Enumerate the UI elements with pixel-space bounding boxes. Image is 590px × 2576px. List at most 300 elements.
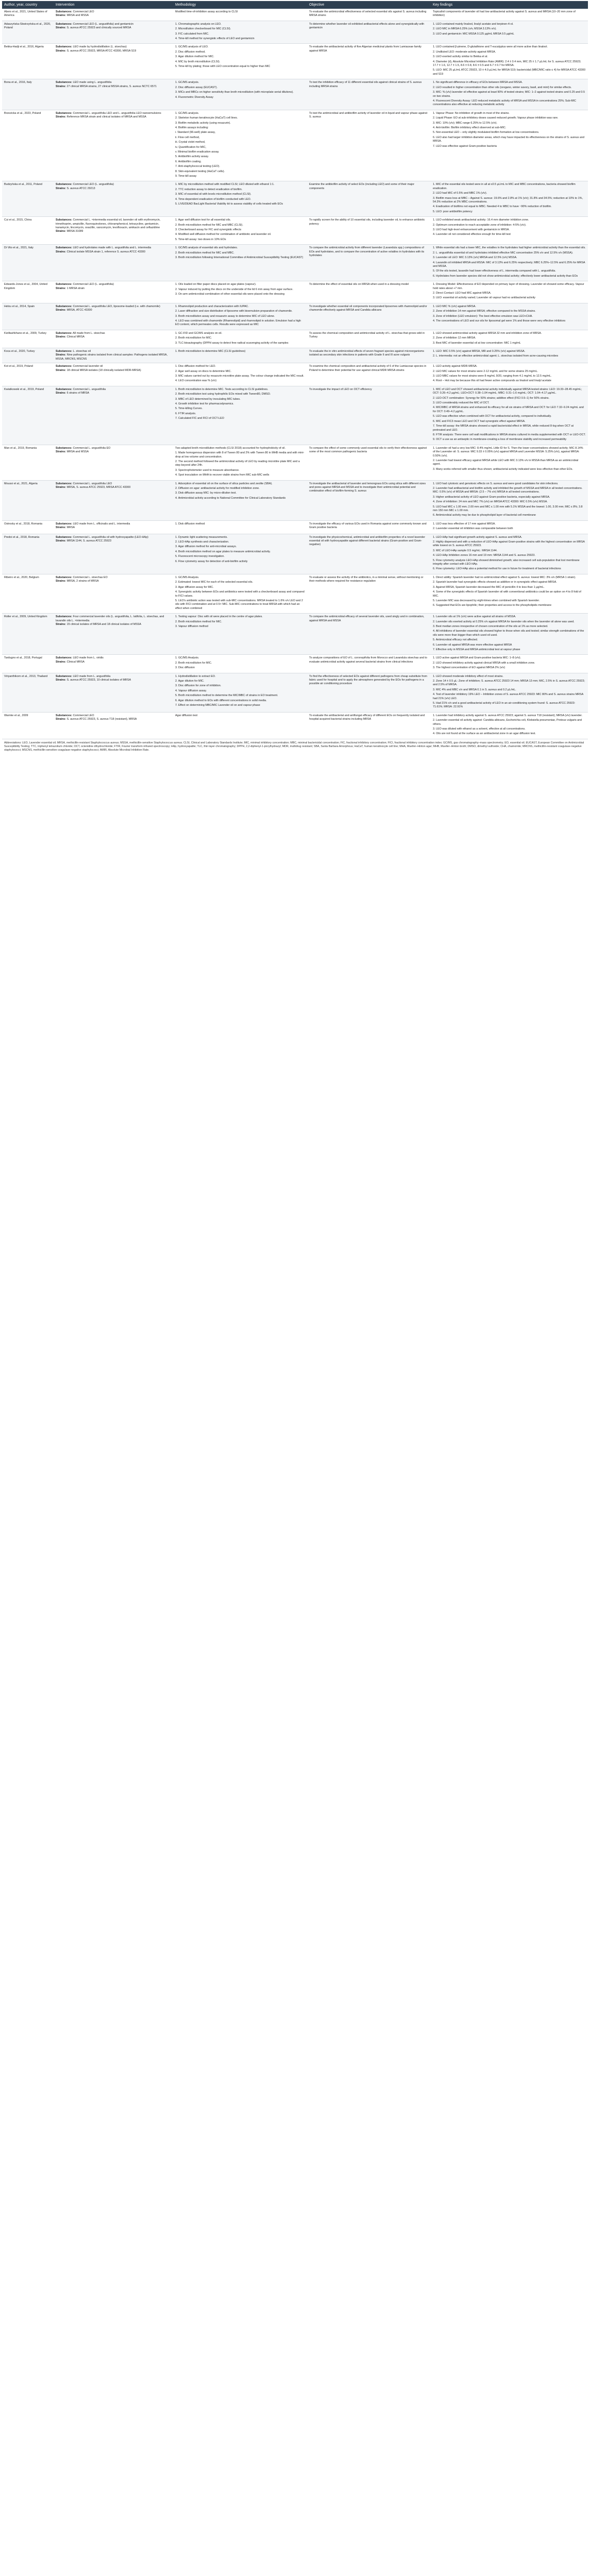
intervention-line xyxy=(56,183,171,187)
methodology-step: Two adapted broth microdilution methods (CLSI 2018) accounted for hydrophobicity of oil. xyxy=(175,446,285,450)
finding-item: 3. MIC of LEO-HAp sample 0.5 mg/mL: MRSA 1144. xyxy=(433,549,498,552)
table-body xyxy=(2,9,588,739)
methodology-step: 7. Calculated FIC and FICI of OCT-LEO xyxy=(175,417,224,420)
finding-item: 3. LEO MBC values for most strains were 8 mg/mL 9/20, ranging from 4.1 mg/mL to 12.5 mg/mL. xyxy=(433,375,552,378)
methodology-step: 4. Vapour diffusion assay. xyxy=(175,689,207,692)
cell-intervention xyxy=(54,245,173,281)
cell-author: Koca et al., 2020, Turkey xyxy=(2,348,54,363)
finding-item: 3. The highest concentration of EO against MRSA 2% (v/v) xyxy=(433,666,505,670)
finding-item: 4. Test of lavender inhibitory 19% LEO – Inhibition zones of S. aureus ATCC 25923: MIC 80% and S. aureus strains MRSA had 21% (v/v) LEO. xyxy=(433,693,583,700)
intervention-line xyxy=(56,246,171,250)
table-row xyxy=(2,245,588,281)
intervention-value: Commercial lavender oil xyxy=(73,365,103,368)
methodology-step: 3. Disc diffusion for zone of inhibition. xyxy=(175,684,222,688)
finding-item: 5. Had 21% v/v and a good antibacterial activity of LEO in an air-conditioning system found: S. aureus ATCC 25923: 71.61%; MRSA: 22.91% xyxy=(433,702,576,709)
intervention-value: Commercial LEO xyxy=(73,714,94,717)
finding-item: 2. Lavender had lowest efficacy against MRSA while LEO with MIC 3.13% v/v in MSSA than MRSA as an antimicrobial agent. xyxy=(433,459,579,466)
cell-methodology xyxy=(173,445,307,480)
table-row xyxy=(2,303,588,330)
intervention-value: MRSA and MSSA xyxy=(66,14,89,18)
table-row xyxy=(2,9,588,21)
finding-item: 1. LEO showed moderate inhibitory effect of most strains. xyxy=(433,674,503,678)
cell-methodology xyxy=(173,480,307,520)
cell-key-findings xyxy=(431,574,588,613)
intervention-label: Strains: xyxy=(56,622,66,626)
intervention-label: Strains: xyxy=(56,679,66,682)
intervention-line xyxy=(56,660,171,664)
intervention-line xyxy=(56,539,171,543)
table-row xyxy=(2,614,588,655)
methodology-step: 8. Skin-equivalent testing (HaCaT cells). xyxy=(175,170,225,173)
finding-item: 1. MIC of LEO and OCT showed antibacterial activity individually against MRSA tested strains: LEO: 19.33–28.45 mg/mL; OCT: 0.26–4.2 µg/mL; LEO+OCT: 0.38–1.04 mg/mL; MBC: 0.31–1.6 mg/mL; OCT: 1.04–4.17 µg/mL. xyxy=(433,387,582,395)
intervention-line xyxy=(56,26,171,30)
methodology-step: 1. Broth microdilution to determine MIC. Tests according to CLSI guidelines. xyxy=(175,387,268,391)
finding-item: 3. LEO: essential oil activity varied; Lavender oil vapour had no antibacterial activity xyxy=(433,296,535,300)
finding-item: 6. Hydrolates from lavender species did not show antimicrobial activity; effectively lower antibacterial activity than EOs xyxy=(433,274,578,278)
cell-objective: To determine whether lavender oil exhibited antibacterial effects alone and synergistically with gentamicin xyxy=(307,21,431,44)
intervention-line xyxy=(56,580,171,583)
table-row xyxy=(2,534,588,574)
intervention-line xyxy=(56,332,171,335)
methodology-step: 3. Disk diffusion assay MIC: by micro-dilution test. xyxy=(175,492,237,495)
intervention-line xyxy=(56,679,171,682)
intervention-value: Commercial L. stoechas EO xyxy=(73,575,108,579)
header-intervention: Intervention xyxy=(54,1,173,9)
methodology-step: 3. MIC of essential oil with levels microdilution method (CLSI). xyxy=(175,193,251,196)
intervention-line xyxy=(56,447,171,450)
intervention-label: Substances: xyxy=(56,575,73,579)
methodology-step: 2. Disc diffusion method. xyxy=(175,50,206,54)
methodology-step: 3. Spectrophotometer used to measure absorbance. xyxy=(175,468,240,472)
intervention-value: S. aureus ATCC 29213 xyxy=(66,187,95,190)
finding-item: 7. Time-kill assay: the MRSA strains showed a rapid bactericidal effect in MRSA, while reduced 8-log when OCT at pretreated and LEO. xyxy=(433,425,574,432)
methodology-step: i. Standard (96-well) plate assay, xyxy=(175,131,216,134)
methodology-step: 2. Microdilution checkerboard for MIC (CLSI). xyxy=(175,27,231,31)
intervention-line xyxy=(56,365,171,368)
cell-key-findings xyxy=(431,445,588,480)
cell-objective: To compare the antimicrobial activity from different lavender (Lavandula spp.) compositions of EOs and hydrolates, and to compare the concentration of active volatiles in hydrolates with its hydrolates xyxy=(307,245,431,281)
finding-item: 4. Anti-biofilm: Biofilm inhibitory effect observed at sub-MIC. xyxy=(433,126,507,129)
methodology-step: 3. Checkerboard assay for FIC and synergistic effects xyxy=(175,228,242,232)
intervention-label: Substances: xyxy=(56,81,73,84)
methodology-step: 5. Time-kill assay: two doses in 10% EOs xyxy=(175,238,226,241)
intervention-label: Substances: xyxy=(56,482,73,485)
cell-author: Edwards-Jones et al., 2004, United Kingdom xyxy=(2,281,54,303)
cell-key-findings xyxy=(431,245,588,281)
finding-item: 4. Some of the synergistic effects of Spanish lavender oil with conventional antibiotics could be an option on 4 to 8 fold of MIC. xyxy=(433,590,581,598)
cell-intervention xyxy=(54,44,173,79)
intervention-line xyxy=(56,450,171,454)
intervention-value: S. aureus ATCC 25923, MRSA ATCC 43300, MRSA S19 xyxy=(66,49,137,53)
cell-objective: To compare the effect of some commonly used essential oils to verify their effectiveness against some of the most common pathogenic bacteria xyxy=(307,445,431,480)
intervention-value: L. stoechas oil xyxy=(73,350,91,353)
intervention-label: Strains: xyxy=(56,335,66,339)
methodology-step: 4. Growth inhibition test for pharmacodynamics. xyxy=(175,402,234,406)
intervention-label: Substances: xyxy=(56,535,73,539)
finding-item: 1. Lavender had inhibitory activity against S. aureus ATCC 25923; against S. aureus T18 (resistant); MRSA (v/v) lavender. xyxy=(433,714,583,717)
intervention-line xyxy=(56,81,171,84)
cell-methodology xyxy=(173,44,307,79)
cell-intervention xyxy=(54,445,173,480)
cell-methodology xyxy=(173,9,307,21)
intervention-line xyxy=(56,335,171,339)
intervention-label: Substances: xyxy=(56,218,73,222)
intervention-label: Strains: xyxy=(56,368,66,372)
intervention-line xyxy=(56,287,171,291)
finding-item: 1. LEO-HAp had significant growth activity against S. aureus and MRSA. xyxy=(433,535,522,539)
finding-item: 3. Best MIC of lavender essential oil at low concentration: MIC 1 mg/mL xyxy=(433,341,521,345)
finding-item: 4. Lavandin oil inhibited MRSA and MSSA: MIC of 3.13% and 6.25% respectively; MBC 6.25%–12.5% and 6.25% for MRSA and MSSA. xyxy=(433,261,585,268)
cell-intervention xyxy=(54,614,173,655)
finding-item: Topical/oil components of lavender oil had low antibacterial activity against S. aureus and MRSA (10–20 mm zone of inhibition) xyxy=(433,10,576,18)
finding-item: 1. LEO showed antimicrobial activity against MRSA 32 mm and inhibition zone of MRSA. xyxy=(433,331,542,335)
methodology-step: 1. GC/MS analysis of essential oils and hydrolates. xyxy=(175,246,238,250)
finding-item: 4. Root – Hot may be because this oil had fewer active compounds as linalool and linalyl acetate xyxy=(433,379,551,383)
cell-intervention xyxy=(54,181,173,217)
table-row xyxy=(2,386,588,445)
finding-item: 5. Of the oils tested, lavandin had lower effectiveness of L. intermedia compared with L. angustifolia. xyxy=(433,269,556,273)
cell-key-findings xyxy=(431,386,588,445)
cell-methodology xyxy=(173,281,307,303)
intervention-value: Commercial LEO (L. angustifolia) xyxy=(73,183,114,187)
finding-item: 3. Lavender oil LEO: MIC 3.13% (v/v) MRSA and 12.5% (v/v) MSSA. xyxy=(433,256,517,260)
cell-author: Brzezicka et al., 2023, Poland xyxy=(2,110,54,181)
cell-objective: To investigate the efficacy of various EOs used in Romania against some commonly known and Gram positive bacteria xyxy=(307,520,431,534)
intervention-label: Substances: xyxy=(56,674,73,678)
intervention-value: LEO made from L. angustifolia xyxy=(73,674,111,678)
methodology-step: 2. LEO-HAp synthesis and characterization. xyxy=(175,540,229,544)
intervention-value: 18 clinical MRSA isolates (18 clinically isolated MDR-MRSA) xyxy=(66,368,141,372)
intervention-line xyxy=(56,250,171,254)
methodology-step: 1. Oils loaded on filter paper discs placed on agar plates (vapour). xyxy=(175,283,257,286)
finding-item: 1. While essential oils had a lower MIC, the volatiles in the hydrolates had higher antimicrobial activity than the essential oils. xyxy=(433,246,586,250)
methodology-step: 3. Biofilm metabolic activity (using resazurin). xyxy=(175,121,231,125)
cell-key-findings xyxy=(431,217,588,245)
methodology-step: 2. Broth microdilution method for MIC. xyxy=(175,620,222,623)
cell-objective: To test the antimicrobial and antibiofilm activity of lavender oil in liquid and vapour phase against S. aureus xyxy=(307,110,431,181)
table-row xyxy=(2,217,588,245)
cell-intervention xyxy=(54,363,173,386)
methodology-step: 1. GC/MS analysis. xyxy=(175,81,199,84)
table-row xyxy=(2,44,588,79)
cell-methodology xyxy=(173,348,307,363)
intervention-value: Commercial L. angustifolia LEO xyxy=(73,482,112,485)
intervention-value: LEO made by hydrodistillation (L. stoechas) xyxy=(73,45,127,49)
intervention-line xyxy=(56,187,171,191)
methodology-step: 3. Agar diffusion method for anti-microbial assays. xyxy=(175,545,237,549)
cell-author: Tardugno et al., 2018, Portugal xyxy=(2,655,54,673)
finding-item: 7. Effective only in MSSA and MRSA antimicrobial test at vapour phase xyxy=(433,648,520,651)
cell-intervention xyxy=(54,281,173,303)
intervention-label: Substances: xyxy=(56,111,73,115)
cell-objective: To investigate the antibacterial of lavender and lemongrass EOs using silica with different sizes and pores against MRSA and MSSA and to investigate their antimicrobial potential and combination effect of biofilm-forming S. aureus xyxy=(307,480,431,520)
intervention-line xyxy=(56,353,171,361)
cell-author: Viriyanthikorn et al., 2013, Thailand xyxy=(2,673,54,712)
cell-methodology xyxy=(173,386,307,445)
methodology-step: 5. Fluorescent microscopy investigation. xyxy=(175,555,225,558)
table-row xyxy=(2,655,588,673)
finding-item: 6. Antimicrobial activity may be due to phospholipid layer of bacterial cell membrane xyxy=(433,514,536,517)
header-objective: Objective xyxy=(307,1,431,9)
finding-item: 6. Suggested that EOs are lipophilic; their properties and access to the phospholipids membrane xyxy=(433,604,552,607)
intervention-label: Strains: xyxy=(56,187,66,190)
page xyxy=(0,0,590,755)
intervention-label: Substances: xyxy=(56,10,73,13)
methodology-step: 5. Antibiofilm activity assay. xyxy=(175,155,209,159)
cell-author: Roller et al., 2009, United Kingdom xyxy=(2,614,54,655)
methodology-step: 4. Broth microdilution method on agar plates to measure antimicrobial activity. xyxy=(175,550,271,553)
intervention-value: Four commercial lavender oils (L. angustifolia, L. latifolia, L. stoechas, and lavandin oils L. ×intermedia xyxy=(56,615,164,622)
methodology-step: 2. Agar dilution for MIC. xyxy=(175,680,205,683)
cell-key-findings xyxy=(431,655,588,673)
finding-item: 3. MIC 4% and MBC v/v and MRSA 0.1 in S. aureus and 0.2 µL/mL. xyxy=(433,688,516,691)
finding-item: 2. LEO MIC in MRSA 6.25% (v/v, MSSA 3.13% v/v). xyxy=(433,27,497,31)
methodology-step: 4. Antimicrobial activity according to National Committee for Clinical Laboratory Standards xyxy=(175,496,286,500)
methodology-step: 2. Vapour induced by putting the discs on the underside of the lid 6 mm away from agar surface. xyxy=(175,287,293,291)
finding-item: 2. LEO resulted in higher concentration than other oils (oregano, winter savory, basil, and mint) for similar effects. xyxy=(433,86,572,89)
finding-item: 2. Lavender oils exerted activity at 0.25% v/v against MRSA for lavender oils when the lavender oil alone was used. xyxy=(433,620,575,623)
cell-objective: To analyze compositions of EO of L. coronopifolia from Morocco and Lavandula stoechas and to evaluate antimicrobial activity against several bacterial strains from clinical infections xyxy=(307,655,431,673)
cell-methodology xyxy=(173,712,307,739)
methodology-step: 1. Disc diffusion method for LEO. xyxy=(175,365,216,368)
intervention-label: Strains: xyxy=(56,14,66,18)
finding-item: 6. MIC and FIC3 mean LEO and OCT had synergistic effect against MRSA. xyxy=(433,419,526,423)
methodology-step: 3. Agar diffusion assay for MIC. xyxy=(175,585,214,589)
intervention-value: LEO made from L. viridis xyxy=(73,656,104,660)
intervention-label: Strains: xyxy=(56,26,66,30)
methodology-step: 1. Made homogenous dispersion with 8 of Tween 80 and 2% with Tween 80 in MHB media and with mini-drop at low volume and concentration. xyxy=(175,451,305,459)
intervention-line xyxy=(56,49,171,53)
methodology-step: 2. The second method followed the antimicrobial activity of LEO by reading microtitre plate MIC and a step beyond after 24h. xyxy=(175,460,300,467)
methodology-step: 4. Biofilm assays including: xyxy=(175,126,209,129)
finding-item: 3. Many works referred with smaller thus shown; antibacterial activity indicated were less effective than other EOs. xyxy=(433,467,573,471)
methodology-step: iii. Crystal violet method, xyxy=(175,141,206,144)
methodology-step: 6. Agar dilution method to EOs with different concentrations in solid media. xyxy=(175,699,267,702)
methodology-step: 4. Time-dependent eradication of biofilm conducted with LEO. xyxy=(175,197,251,201)
methodology-step: 4. Spot inoculation on MHA to recover viable strains from MIC sub-MIC wells xyxy=(175,473,269,477)
table-row xyxy=(2,712,588,739)
cell-objective: To examine the chemical composition and antibacterial activity of 6 of the Lamiaceae species in Poland to determine their potential for use against clinical MDR MRSA strains xyxy=(307,363,431,386)
finding-item: 3. Biofilm mass loss at MBC – Against S. aureus: 19.6% and 2.8% at 1% (v/v); 31.8% and 34.5%; reduction at 10% to 1%, 54.3% reduction at 2% MBC concentrations. xyxy=(433,196,583,204)
cell-intervention xyxy=(54,712,173,739)
finding-item: 2. Zone 14 ± 0.5 µL: Zone of inhibition; S. aureus ATCC 25923 14 mm; MRSA 13 mm; MIC, 2.5% in S. aureus ATCC 25923; and 2.5% of MRSA. xyxy=(433,680,585,687)
methodology-step: 2. Skeleton human keratinocyte (HaCaT) cell lines. xyxy=(175,116,238,120)
intervention-line xyxy=(56,23,171,26)
methodology-step: 7. Anti-staphylococcal testing (LEO). xyxy=(175,165,220,168)
finding-item: 5. Non-essential LEO – only slightly modulated biofilm formation at low concentrations. xyxy=(433,131,540,134)
methodology-step: 2. Broth microdilution method for MIC and MBC. xyxy=(175,251,234,255)
finding-item: 2. Direct Contact: LEO had MIC against MRSA. xyxy=(433,291,492,295)
finding-item: 1. No significant difference in efficacy of EOs between MRSA and MSSA. xyxy=(433,81,523,84)
intervention-value: MRSA, ATCC 43300 xyxy=(66,309,92,312)
methodology-step: 4. MIC by broth microdilution (CLSI). xyxy=(175,60,221,63)
table-row xyxy=(2,21,588,44)
cell-objective: Examine the antibiofilm activity of select EOs (including LEO) and some of their major components xyxy=(307,181,431,217)
finding-item: 3. Higher antibacterial activity of LEO against Gram-positive bacteria, especially against MRSA. xyxy=(433,495,550,499)
cell-key-findings xyxy=(431,79,588,110)
intervention-value: MRSA xyxy=(66,526,75,530)
intervention-value: S. aureus ATCC 25923, 10 clinical isolates of MRSA xyxy=(66,679,131,682)
finding-item: 1. Direct ability: Spanish lavender had no antimicrobial effect against S. aureus: lowest MIC: 3% v/v (MRSA 1 strain). xyxy=(433,575,576,579)
intervention-line xyxy=(56,369,171,372)
finding-item: 1. Dressing Model: Effectiveness of EO depended on primary layer of dressing. Lavender oil showed some efficacy. Vapour hold rates about +7 min. xyxy=(433,283,584,290)
methodology-step: 2. Disc diffusion assay (EUCAST). xyxy=(175,86,217,89)
cell-author: Ostrosky et al., 2018, Romania xyxy=(2,520,54,534)
cell-methodology xyxy=(173,303,307,330)
cell-objective: To evaluate or assess the activity of the antibiotics, in a minimal sense, without mentioning or their methods where required for resistance regulation xyxy=(307,574,431,613)
finding-item: 4. Diameter (d), Absolute Microbial Inhibition Rate (AMIR): 2.4 ± 0.4 mm, MIC 25 ± 1.7 µL/mL for S. aureus ATCC 25923; 17.7 ± 1.6, 12.7 ± 1.5, 8.6 ± 0.8, 8.6 ± 0.5 and 6.7 ± 0.7 for MRSA. xyxy=(433,60,581,67)
cell-methodology xyxy=(173,673,307,712)
methodology-step: ii. Flow cell method, xyxy=(175,135,200,139)
intervention-label: Strains: xyxy=(56,580,66,583)
table-row xyxy=(2,520,588,534)
cell-objective: To evaluate the antimicrobial effectiveness of selected essential oils against S. aureus including MRSA strains xyxy=(307,9,431,21)
cell-methodology xyxy=(173,110,307,181)
cell-key-findings xyxy=(431,21,588,44)
table-row xyxy=(2,181,588,217)
table-row xyxy=(2,445,588,480)
intervention-value: 27 clinical MRSA strains, 27 clinical MSSA strains, S. aureus NCTC 6571 xyxy=(66,84,157,88)
intervention-value: 1 MRSA strain xyxy=(66,286,85,290)
intervention-label: Strains: xyxy=(56,450,66,454)
finding-item: 2. L. angustifolia essential oil and hydrolates inhibited effective MIC concentration 25% v/v and 12.5% v/v (MSSA). xyxy=(433,251,574,255)
cell-methodology xyxy=(173,79,307,110)
finding-item: 7. LEO was effective against Gram-positive bacteria xyxy=(433,144,497,148)
finding-item: 3. Against MRSA, Spanish lavender decreased the MIC of penicillin 4 to less than 1 µg/mL. xyxy=(433,585,545,589)
cell-objective: To evaluate the in vitro antimicrobial effects of seven fragrant species against microorganisms isolated as secondary skin infections in patients with Grade II and III acne vulgaris xyxy=(307,348,431,363)
cell-intervention xyxy=(54,534,173,574)
finding-item: 4. Fluorescent Diversity Assay: LEO reduced metabolic activity of MRSA and MSSA in concentrations 25%; Sub-MIC concentrations also effective at reducing metabolic activity xyxy=(433,99,577,107)
methodology-step: 4. LEO was combined with chamomile (Rhamnolipid) and rhamnolipid in solution. Emulsion had a high EO content, which permeates cells. Results were expressed as MIC xyxy=(175,319,301,327)
finding-item: 2. LEO-OCT combination: Synergy for 50% strains; additive effect (FICI 0.5–1) for 50% strains. xyxy=(433,396,550,400)
methodology-step: 1. Hydrodistillation to extract EO. xyxy=(175,674,216,678)
finding-item: 2. Zone of inhibition 12 mm MRSA. xyxy=(433,336,476,340)
table-row xyxy=(2,673,588,712)
table-row xyxy=(2,480,588,520)
intervention-value: Commercial LEO xyxy=(73,10,94,13)
table-row xyxy=(2,363,588,386)
methodology-step: 1. Rhamnolipid production and characterization with IUPAC. xyxy=(175,304,249,308)
methodology-step: 1. GC-FID and GC/MS analysis on oil. xyxy=(175,331,223,335)
table-row xyxy=(2,110,588,181)
cell-author: Helou et al., 2014, Spain xyxy=(2,303,54,330)
cell-objective: To compare the antimicrobial efficacy of several lavender oils, used singly and in combination, against MRSA and MSSA xyxy=(307,614,431,655)
finding-item: 5. LEO: poor antibiofilm potency xyxy=(433,210,473,213)
cell-intervention xyxy=(54,574,173,613)
cell-author: Ribeiro et al., 2020, Belgium xyxy=(2,574,54,613)
table-row xyxy=(2,574,588,613)
methodology-step: 2. Broth microdilution test using hydrophilic EOs mixed with Tween80, DMSO. xyxy=(175,393,271,396)
cell-author: Kot et al., 2019, Poland xyxy=(2,363,54,386)
methodology-step: 1. Dynamic light scattering measurements. xyxy=(175,535,228,539)
intervention-value: MRSA, 2 strains of MRSA xyxy=(66,580,99,583)
intervention-line xyxy=(56,115,171,119)
intervention-value: MRSA 31089 xyxy=(66,230,83,233)
intervention-label: Substances: xyxy=(56,522,73,526)
intervention-line xyxy=(56,522,171,526)
methodology-step: 4. Modified well diffusion method for combination of antibiotic and lavender oil. xyxy=(175,233,272,236)
methodology-step: 1. MIC by microdilution method with modified CLSI; LEO diluted with ethanol 1:1. xyxy=(175,183,275,187)
cell-objective: To investigate the physicochemical, antimicrobial and antibiofilm properties of a novel lavender essential oil with hydroxyapatite against different bacterial strains (Gram-positive and Gram-negative) xyxy=(307,534,431,574)
methodology-step: 3. Broth microdilution following International Committee of Antimicrobial Susceptibility Testing (EUCAST) xyxy=(175,256,304,260)
methodology-step: 3. Broth microdilution assay and resazurin assay to determine MIC of LEO alone. xyxy=(175,314,275,318)
methodology-step: 3. Agar dilution method for MIC. xyxy=(175,55,214,59)
cell-author: Warnke et al., 2009 xyxy=(2,712,54,739)
cell-methodology xyxy=(173,655,307,673)
cell-methodology xyxy=(173,21,307,44)
cell-key-findings xyxy=(431,480,588,520)
intervention-label: Strains: xyxy=(56,392,66,395)
finding-item: 8. FTIR analysis: There were cell wall modifications in MRSA strains cultured in media supplemented with OCT or LEO-OCT. xyxy=(433,433,586,436)
finding-item: 2. Optimum concentration to reach acceptable zone of inhibition: 4-5% (v/v). xyxy=(433,223,527,227)
intervention-label: Strains: xyxy=(56,250,66,253)
intervention-value: S. aureus ATCC 25923, S. aureus T18 (resistant), MRSA xyxy=(66,718,137,721)
intervention-line xyxy=(56,14,171,18)
cell-key-findings xyxy=(431,9,588,21)
intervention-value: MRSA and MSSA xyxy=(66,450,89,454)
finding-item: 3. LEO was diluted with ethanol as a solvent, effective at all concentrations. xyxy=(433,727,526,731)
finding-item: 1. Vapour Phase: No inhibition of growth in most of the strains. xyxy=(433,111,510,115)
cell-intervention xyxy=(54,348,173,363)
cell-methodology xyxy=(173,363,307,386)
finding-item: 4. Lavender oil not considered effective enough for time-kill test xyxy=(433,233,511,236)
methodology-step: 5. Time-killing Curves. xyxy=(175,407,203,411)
intervention-value: Commercial LEO (L. angustifolia) and gentamicin xyxy=(73,22,134,26)
intervention-value: Commercial L. angustifolia LEO, liposome-loaded (i.e. with chamomile) xyxy=(73,304,160,308)
methodology-step: 5. LIVE/DEAD BacLight Bacterial Viability kit to assess viability of cells treated with EOs xyxy=(175,202,283,206)
finding-item: 1. MIC of the essential oils tested were in all at ≤0.5 µL/mL to MIC and MBC concentrations, bacteria showed biofilm eradication. xyxy=(433,183,576,190)
finding-item: 1. LEO active against MRSA and Gram-positive bacteria MIC: 1–8 (v/v). xyxy=(433,656,521,660)
intervention-line xyxy=(56,623,171,626)
cell-intervention xyxy=(54,673,173,712)
intervention-line xyxy=(56,309,171,312)
cell-methodology xyxy=(173,181,307,217)
intervention-value: MRSA 1144, S. aureus ATCC 25923 xyxy=(66,539,111,543)
cell-intervention xyxy=(54,303,173,330)
intervention-line xyxy=(56,656,171,660)
methodology-step: 2. Estimated: lowest MIC for each of the selected essential oils. xyxy=(175,581,254,584)
cell-key-findings xyxy=(431,330,588,348)
cell-key-findings xyxy=(431,110,588,181)
intervention-line xyxy=(56,482,171,486)
intervention-label: Strains: xyxy=(56,660,66,664)
intervention-value: LEO made using L. angustifolia xyxy=(73,81,112,84)
cell-intervention xyxy=(54,79,173,110)
finding-item: 3. MIC: % (v/v) lavender oil effective against at least 90% of tested strains; MIC: 1–2 against tested strains and 0.25 and 0.5 on two strains. xyxy=(433,91,585,98)
finding-item: 2. L. intermedia: not an effective antimicrobial agent; L. stoechas isolated from acne-causing microbes xyxy=(433,354,559,358)
intervention-line xyxy=(56,718,171,721)
cell-objective: To determine the effect of essential oils on MRSA when used in a dressing model xyxy=(307,281,431,303)
finding-item: 2. LEO showed inhibitory activity against clinical MRSA with a small inhibition zone. xyxy=(433,661,535,665)
intervention-line xyxy=(56,576,171,580)
intervention-value: Nine pathogenic strains isolated from clinical samples: Pathogens isolated MRSA, MSSA, MRCNS, MSCNS xyxy=(56,353,167,361)
intervention-line xyxy=(56,536,171,539)
methodology-step: 6. Antibiofilm coating. xyxy=(175,160,201,163)
intervention-label: Strains: xyxy=(56,526,66,530)
cell-key-findings xyxy=(431,712,588,739)
finding-item: 5. Flow cytometry analysis LEO-HAp showed diminished growth; also increased cell sub-population that lost membrane integrity after contact with LEO-HAp. xyxy=(433,558,580,566)
cell-key-findings xyxy=(431,673,588,712)
methodology-step: 1. Disk diffusion method xyxy=(175,522,205,526)
intervention-value: Clinical MRSA xyxy=(66,335,85,339)
header-author: Author, year, country xyxy=(2,1,54,9)
intervention-label: Strains: xyxy=(56,286,66,290)
finding-item: 5. LEO was effective when combined with OCT for antibacterial activity, compared to individually. xyxy=(433,415,552,418)
cell-objective: To evaluate the antibacterial and antifungal efficacy of different EOs on frequently isolated and hospital-acquired bacterial strains including MRSA xyxy=(307,712,431,739)
intervention-label: Substances: xyxy=(56,45,73,49)
finding-item: 1. LEO MIC % (v/v) against MRSA. xyxy=(433,304,476,308)
finding-item: 4. Oils are not found at the surface as an antibacterial zone in an agar diffusion test. xyxy=(433,732,536,736)
